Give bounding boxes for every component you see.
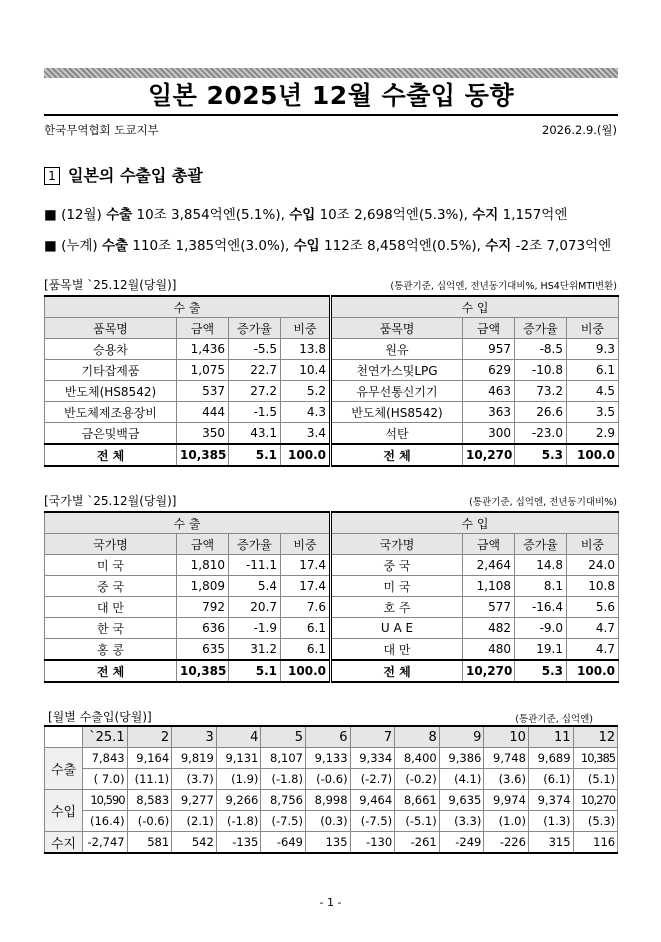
table-cell: 4.7 xyxy=(567,639,619,661)
table-cell: 증가율 xyxy=(229,318,281,339)
table-cell: 1,809 xyxy=(177,576,229,597)
table-cell: 비중 xyxy=(567,318,619,339)
table-cell: 전 체 xyxy=(45,660,177,682)
item-table xyxy=(44,295,619,467)
table-cell: 10.4 xyxy=(281,360,331,381)
table-cell: 537 xyxy=(177,381,229,402)
table-row xyxy=(45,576,619,597)
table-cell: 542 xyxy=(172,832,217,854)
bullet-text: (12월) xyxy=(61,207,102,223)
table-cell: 전 체 xyxy=(331,444,463,466)
monthly-table-caption: [월별 수출입(당월)] xyxy=(48,710,152,724)
table-header-row xyxy=(45,726,618,748)
table-cell: 비중 xyxy=(567,534,619,555)
table-cell: (1.3) xyxy=(528,811,573,832)
bullet-text: 수지 xyxy=(485,238,512,254)
table-cell: (5.3) xyxy=(573,811,618,832)
table-cell: (-7.5) xyxy=(261,811,306,832)
country-table xyxy=(44,511,619,683)
table-cell: 중 국 xyxy=(331,555,463,576)
table-cell: 금액 xyxy=(463,318,515,339)
table-cell: (3.6) xyxy=(484,769,529,790)
table-cell: 9,277 xyxy=(172,790,217,811)
table-cell: 8,998 xyxy=(305,790,350,811)
summary-bullet-cumulative xyxy=(44,234,611,254)
table-cell: 9,819 xyxy=(172,748,217,769)
table-row xyxy=(45,360,619,381)
import-value-row xyxy=(45,790,618,811)
table-cell: 10,270 xyxy=(463,660,515,682)
table-cell: 4.7 xyxy=(567,618,619,639)
table-cell: 금액 xyxy=(177,318,229,339)
country-table-caption: [국가별 `25.12월(당월)] xyxy=(44,494,177,508)
table-header-row xyxy=(45,318,619,339)
table-cell: 3.4 xyxy=(281,423,331,445)
table-cell: -649 xyxy=(261,832,306,854)
table-cell: 반도체(HS8542) xyxy=(331,402,463,423)
bullet-text: 수출 xyxy=(106,207,133,223)
table-cell: 2.9 xyxy=(567,423,619,445)
table-cell: 581 xyxy=(127,832,172,854)
table-cell: 한 국 xyxy=(45,618,177,639)
table-cell: (3.3) xyxy=(439,811,484,832)
table-cell: 금액 xyxy=(463,534,515,555)
table-cell: 승용차 xyxy=(45,339,177,360)
table-cell: (3.7) xyxy=(172,769,217,790)
report-date: 2026.2.9.(월) xyxy=(542,123,617,137)
table-cell: 2,464 xyxy=(463,555,515,576)
table-cell: 9,748 xyxy=(484,748,529,769)
table-cell: 1,075 xyxy=(177,360,229,381)
table-cell: 14.8 xyxy=(515,555,567,576)
table-cell: 9,164 xyxy=(127,748,172,769)
bullet-text: 110조 1,385억엔(3.0%), xyxy=(132,238,290,254)
table-cell: 미 국 xyxy=(45,555,177,576)
table-cell: 1,810 xyxy=(177,555,229,576)
table-cell: 43.1 xyxy=(229,423,281,445)
title-decor-bar xyxy=(44,68,618,78)
table-cell: 품목명 xyxy=(331,318,463,339)
table-cell: 전 체 xyxy=(331,660,463,682)
table-cell: 10,385 xyxy=(177,660,229,682)
table-cell: 전 체 xyxy=(45,444,177,466)
section-heading xyxy=(44,163,203,186)
table-cell: 315 xyxy=(528,832,573,854)
table-cell: 9,133 xyxy=(305,748,350,769)
table-cell: 9,689 xyxy=(528,748,573,769)
export-header: 수 출 xyxy=(45,512,331,534)
table-cell: 5.3 xyxy=(515,444,567,466)
table-row xyxy=(45,597,619,618)
export-header: 수 출 xyxy=(45,296,331,318)
table-cell: 100.0 xyxy=(567,660,619,682)
table-cell: -16.4 xyxy=(515,597,567,618)
export-value-row xyxy=(45,748,618,769)
table-cell: 6 xyxy=(305,726,350,748)
country-table-note: (통관기준, 십억엔, 전년동기대비%) xyxy=(469,497,617,508)
table-cell: 8,583 xyxy=(127,790,172,811)
table-cell: 116 xyxy=(573,832,618,854)
table-cell: 5.1 xyxy=(229,444,281,466)
item-table-caption: [품목별 `25.12월(당월)] xyxy=(44,278,177,292)
table-cell: -11.1 xyxy=(229,555,281,576)
table-cell: (6.1) xyxy=(528,769,573,790)
table-cell: 5.4 xyxy=(229,576,281,597)
table-cell: 9,374 xyxy=(528,790,573,811)
table-cell: 국가명 xyxy=(331,534,463,555)
table-cell: 8,107 xyxy=(261,748,306,769)
table-cell: 9.3 xyxy=(567,339,619,360)
table-cell: 중 국 xyxy=(45,576,177,597)
table-header-row xyxy=(45,296,619,318)
table-cell: (5.1) xyxy=(573,769,618,790)
table-cell: (16.4) xyxy=(83,811,128,832)
table-cell: 10,590 xyxy=(83,790,128,811)
table-cell: -226 xyxy=(484,832,529,854)
table-cell: 957 xyxy=(463,339,515,360)
table-cell: 135 xyxy=(305,832,350,854)
table-cell: (-5.1) xyxy=(395,811,440,832)
monthly-table xyxy=(44,725,618,854)
bullet-text: 수출 xyxy=(101,238,129,254)
table-cell: 석탄 xyxy=(331,423,463,445)
table-cell: 금액 xyxy=(177,534,229,555)
table-row xyxy=(45,381,619,402)
table-cell: 원유 xyxy=(331,339,463,360)
table-cell: U A E xyxy=(331,618,463,639)
table-cell: 9 xyxy=(439,726,484,748)
table-cell: 6.1 xyxy=(281,618,331,639)
table-cell: 7 xyxy=(350,726,395,748)
page-title: 일본 2025년 12월 수출입 동향 xyxy=(147,81,515,110)
table-row xyxy=(45,639,619,661)
table-cell: -135 xyxy=(216,832,261,854)
table-cell: 482 xyxy=(463,618,515,639)
table-cell: 증가율 xyxy=(229,534,281,555)
table-cell: 9,974 xyxy=(484,790,529,811)
table-cell: 4 xyxy=(216,726,261,748)
total-row xyxy=(45,444,619,466)
bullet-text: 112조 8,458억엔(0.5%), xyxy=(324,238,481,254)
table-cell: 2 xyxy=(127,726,172,748)
table-cell: -130 xyxy=(350,832,395,854)
bullet-text: 10조 3,854억엔(5.1%), xyxy=(136,207,285,223)
table-cell: (-0.6) xyxy=(305,769,350,790)
table-cell: 대 만 xyxy=(331,639,463,661)
table-cell: (2.1) xyxy=(172,811,217,832)
monthly-table-note: (통관기준, 십억엔) xyxy=(515,714,593,725)
table-cell: 반도체제조용장비 xyxy=(45,402,177,423)
table-cell: 19.1 xyxy=(515,639,567,661)
organization-name: 한국무역협회 도쿄지부 xyxy=(44,123,159,137)
table-cell: 4.5 xyxy=(567,381,619,402)
section-title: 일본의 수출입 총괄 xyxy=(68,166,203,185)
table-cell: (-0.2) xyxy=(395,769,440,790)
table-row xyxy=(45,555,619,576)
table-cell: 비중 xyxy=(281,318,331,339)
balance-row-label: 수지 xyxy=(45,832,83,854)
table-cell: 31.2 xyxy=(229,639,281,661)
table-cell: 8.1 xyxy=(515,576,567,597)
table-cell: 3.5 xyxy=(567,402,619,423)
table-cell: -1.5 xyxy=(229,402,281,423)
table-cell: -2,747 xyxy=(83,832,128,854)
table-cell: 10,270 xyxy=(463,444,515,466)
table-cell: 300 xyxy=(463,423,515,445)
table-cell: 17.4 xyxy=(281,555,331,576)
import-header: 수 입 xyxy=(331,296,619,318)
bullet-text: (누계) xyxy=(61,238,98,254)
table-cell: 8,400 xyxy=(395,748,440,769)
table-cell: -23.0 xyxy=(515,423,567,445)
table-row xyxy=(45,618,619,639)
table-cell: 8 xyxy=(395,726,440,748)
table-cell: 13.8 xyxy=(281,339,331,360)
export-growth-row xyxy=(45,769,618,790)
table-cell: (4.1) xyxy=(439,769,484,790)
table-cell: 12 xyxy=(573,726,618,748)
table-cell: 5.1 xyxy=(229,660,281,682)
table-cell: 1,436 xyxy=(177,339,229,360)
table-cell: 9,464 xyxy=(350,790,395,811)
table-cell: 9,266 xyxy=(216,790,261,811)
section-number: 1 xyxy=(44,167,60,185)
table-cell: 10.8 xyxy=(567,576,619,597)
table-cell: 호 주 xyxy=(331,597,463,618)
table-cell: 10,270 xyxy=(573,790,618,811)
table-cell: -10.8 xyxy=(515,360,567,381)
bullet-text: 1,157억엔 xyxy=(502,207,568,223)
table-cell: (-0.6) xyxy=(127,811,172,832)
table-cell: 천연가스및LPG xyxy=(331,360,463,381)
table-cell: 5.3 xyxy=(515,660,567,682)
table-cell: 463 xyxy=(463,381,515,402)
table-cell: 9,386 xyxy=(439,748,484,769)
table-cell: 24.0 xyxy=(567,555,619,576)
table-cell: 홍 콩 xyxy=(45,639,177,661)
table-cell: 국가명 xyxy=(45,534,177,555)
table-cell: 11 xyxy=(528,726,573,748)
table-cell: 629 xyxy=(463,360,515,381)
bullet-icon: ■ xyxy=(44,238,57,254)
table-cell: 6.1 xyxy=(281,639,331,661)
summary-bullet-month xyxy=(44,203,567,223)
table-cell: 22.7 xyxy=(229,360,281,381)
table-cell: 6.1 xyxy=(567,360,619,381)
table-row xyxy=(45,339,619,360)
table-cell: 8,756 xyxy=(261,790,306,811)
table-cell: 8,661 xyxy=(395,790,440,811)
table-cell: (11.1) xyxy=(127,769,172,790)
table-cell: 20.7 xyxy=(229,597,281,618)
bullet-text: 10조 2,698억엔(5.3%), xyxy=(319,207,468,223)
table-cell: 100.0 xyxy=(567,444,619,466)
table-cell: 4.3 xyxy=(281,402,331,423)
table-cell: (0.3) xyxy=(305,811,350,832)
table-cell: 444 xyxy=(177,402,229,423)
table-cell: 증가율 xyxy=(515,534,567,555)
table-cell: 9,131 xyxy=(216,748,261,769)
bullet-text: 수입 xyxy=(293,238,320,254)
table-cell: 7.6 xyxy=(281,597,331,618)
table-cell: 635 xyxy=(177,639,229,661)
table-cell: 3 xyxy=(172,726,217,748)
table-cell: 기타잡제품 xyxy=(45,360,177,381)
balance-row xyxy=(45,832,618,854)
table-cell: `25.1 xyxy=(83,726,128,748)
table-cell: 비중 xyxy=(281,534,331,555)
table-cell: (-7.5) xyxy=(350,811,395,832)
table-cell: 100.0 xyxy=(281,660,331,682)
table-cell: 27.2 xyxy=(229,381,281,402)
table-cell: -5.5 xyxy=(229,339,281,360)
bullet-text: -2조 7,073억엔 xyxy=(515,238,612,254)
table-cell: -9.0 xyxy=(515,618,567,639)
bullet-text: 수입 xyxy=(289,207,316,223)
table-cell: 10,385 xyxy=(177,444,229,466)
table-cell: -261 xyxy=(395,832,440,854)
table-cell: 73.2 xyxy=(515,381,567,402)
table-cell: 반도체(HS8542) xyxy=(45,381,177,402)
table-cell: 7,843 xyxy=(83,748,128,769)
table-cell: 363 xyxy=(463,402,515,423)
export-row-label: 수출 xyxy=(45,748,83,790)
table-cell xyxy=(45,726,83,748)
import-header: 수 입 xyxy=(331,512,619,534)
table-cell: -1.9 xyxy=(229,618,281,639)
bullet-icon: ■ xyxy=(44,207,57,223)
table-cell: 100.0 xyxy=(281,444,331,466)
table-cell: 5 xyxy=(261,726,306,748)
table-cell: 636 xyxy=(177,618,229,639)
total-row xyxy=(45,660,619,682)
table-cell: (-2.7) xyxy=(350,769,395,790)
bullet-text: 수지 xyxy=(472,207,499,223)
table-cell: 5.6 xyxy=(567,597,619,618)
table-cell: 26.6 xyxy=(515,402,567,423)
title-box xyxy=(44,78,618,116)
table-cell: -249 xyxy=(439,832,484,854)
table-cell: (-1.8) xyxy=(216,811,261,832)
table-cell: 5.2 xyxy=(281,381,331,402)
table-cell: 17.4 xyxy=(281,576,331,597)
table-header-row xyxy=(45,512,619,534)
table-cell: 품목명 xyxy=(45,318,177,339)
table-cell: (1.0) xyxy=(484,811,529,832)
table-cell: 480 xyxy=(463,639,515,661)
table-cell: 증가율 xyxy=(515,318,567,339)
table-cell: 금은및백금 xyxy=(45,423,177,445)
table-cell: 10,385 xyxy=(573,748,618,769)
table-cell: 9,635 xyxy=(439,790,484,811)
table-cell: 1,108 xyxy=(463,576,515,597)
page-number: - 1 - xyxy=(319,896,342,909)
table-cell: (1.9) xyxy=(216,769,261,790)
table-cell: 350 xyxy=(177,423,229,445)
table-cell: 미 국 xyxy=(331,576,463,597)
item-table-note: (통관기준, 십억엔, 전년동기대비%, HS4단위MTI변환) xyxy=(390,281,617,292)
table-row xyxy=(45,423,619,445)
import-row-label: 수입 xyxy=(45,790,83,832)
table-cell: (-1.8) xyxy=(261,769,306,790)
table-header-row xyxy=(45,534,619,555)
table-cell: -8.5 xyxy=(515,339,567,360)
table-cell: 유무선통신기기 xyxy=(331,381,463,402)
table-cell: ( 7.0) xyxy=(83,769,128,790)
import-growth-row xyxy=(45,811,618,832)
table-cell: 577 xyxy=(463,597,515,618)
table-cell: 10 xyxy=(484,726,529,748)
table-row xyxy=(45,402,619,423)
table-cell: 792 xyxy=(177,597,229,618)
table-cell: 9,334 xyxy=(350,748,395,769)
table-cell: 대 만 xyxy=(45,597,177,618)
